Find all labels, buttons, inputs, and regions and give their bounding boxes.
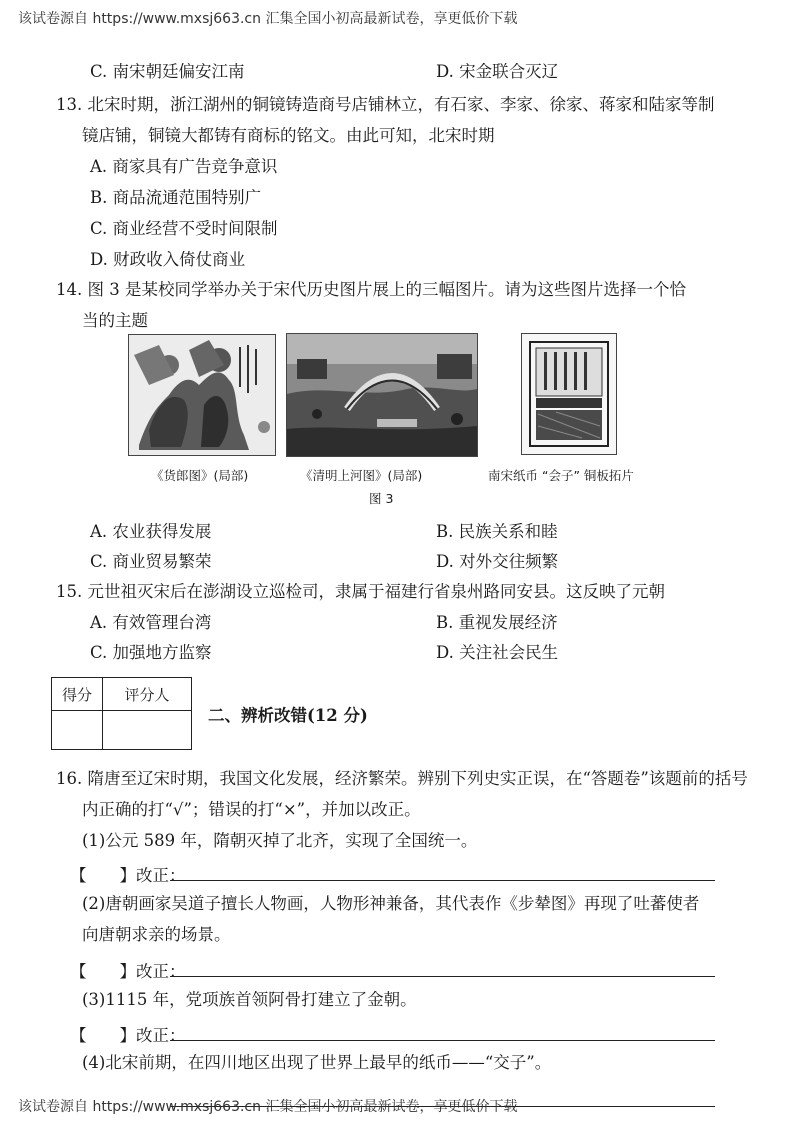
q13-option-d: D. 财政收入倚仗商业 bbox=[90, 250, 246, 269]
grader-header: 评分人 bbox=[103, 678, 192, 711]
figure-label: 图 3 bbox=[369, 491, 394, 506]
huolang-painting-image bbox=[129, 335, 275, 455]
q13-option-b: B. 商品流通范围特别广 bbox=[90, 188, 262, 207]
page-footer-watermark: 该试卷源自 https://www.mxsj663.cn 汇集全国小初高最新试卷，享更低价下载 bbox=[18, 1099, 518, 1115]
caption-qingming: 《清明上河图》(局部) bbox=[300, 468, 423, 483]
q16-item-2-line2: 向唐朝求亲的场景。 bbox=[82, 925, 231, 944]
q15-option-d: D. 关注社会民生 bbox=[436, 643, 559, 662]
q16-stem-line1: 16. 隋唐至辽宋时期，我国文化发展，经济繁荣。辨别下列史实正误，在“答题卷”该题前的括号 bbox=[56, 769, 748, 788]
figure-huizi-rubbing bbox=[521, 333, 617, 455]
q13-stem-line1: 13. 北宋时期，浙江湖州的铜镜铸造商号店铺林立，有石家、李家、徐家、蒋家和陆家等制 bbox=[56, 95, 715, 114]
q12-option-d: D. 宋金联合灭辽 bbox=[436, 62, 559, 81]
q16-correction-3-line[interactable] bbox=[170, 1040, 715, 1041]
q16-item-2-line1: (2)唐朝画家吴道子擅长人物画，人物形神兼备，其代表作《步辇图》再现了吐蕃使者 bbox=[82, 894, 700, 913]
q16-correction-2-label: 【 】改正： bbox=[70, 962, 186, 981]
caption-huolang: 《货郎图》(局部) bbox=[151, 468, 249, 483]
q12-option-c: C. 南宋朝廷偏安江南 bbox=[90, 62, 245, 81]
q15-stem: 15. 元世祖灭宋后在澎湖设立巡检司，隶属于福建行省泉州路同安县。这反映了元朝 bbox=[56, 582, 665, 601]
q13-option-a: A. 商家具有广告竞争意识 bbox=[90, 157, 278, 176]
q13-stem-line2: 镜店铺，铜镜大都铸有商标的铭文。由此可知，北宋时期 bbox=[82, 126, 495, 145]
score-table bbox=[51, 677, 192, 750]
figure-qingming-painting bbox=[286, 333, 478, 457]
q16-correction-1-label: 【 】改正： bbox=[70, 866, 186, 885]
score-header: 得分 bbox=[52, 678, 103, 711]
q16-correction-1-line[interactable] bbox=[170, 880, 715, 881]
caption-huizi: 南宋纸币 “会子” 铜板拓片 bbox=[488, 468, 634, 483]
q14-stem-line2: 当的主题 bbox=[82, 311, 148, 330]
q14-option-c: C. 商业贸易繁荣 bbox=[90, 552, 212, 571]
q16-correction-2-line[interactable] bbox=[170, 976, 715, 977]
q15-option-a: A. 有效管理台湾 bbox=[90, 613, 212, 632]
q15-option-c: C. 加强地方监察 bbox=[90, 643, 212, 662]
q15-option-b: B. 重视发展经济 bbox=[436, 613, 558, 632]
section-2-title: 二、辨析改错(12 分) bbox=[208, 706, 368, 725]
q14-option-d: D. 对外交往频繁 bbox=[436, 552, 559, 571]
huizi-rubbing-image bbox=[522, 334, 616, 454]
q16-item-1: (1)公元 589 年，隋朝灭掉了北齐，实现了全国统一。 bbox=[82, 831, 478, 850]
q14-stem-line1: 14. 图 3 是某校同学举办关于宋代历史图片展上的三幅图片。请为这些图片选择一个恰 bbox=[56, 280, 686, 299]
page-header-watermark: 该试卷源自 https://www.mxsj663.cn 汇集全国小初高最新试卷，享更低价下载 bbox=[18, 11, 518, 27]
q16-stem-line2: 内正确的打“√”；错误的打“×”，并加以改正。 bbox=[82, 800, 421, 819]
figure-huolang-painting bbox=[128, 334, 276, 456]
q16-correction-3-label: 【 】改正： bbox=[70, 1026, 186, 1045]
q14-option-a: A. 农业获得发展 bbox=[90, 522, 212, 541]
q14-option-b: B. 民族关系和睦 bbox=[436, 522, 558, 541]
q16-item-3: (3)1115 年，党项族首领阿骨打建立了金朝。 bbox=[82, 990, 417, 1009]
grader-cell[interactable] bbox=[103, 711, 192, 750]
qingming-painting-image bbox=[287, 334, 477, 456]
score-cell[interactable] bbox=[52, 711, 103, 750]
q13-option-c: C. 商业经营不受时间限制 bbox=[90, 219, 278, 238]
q16-item-4: (4)北宋前期，在四川地区出现了世界上最早的纸币——“交子”。 bbox=[82, 1053, 552, 1072]
